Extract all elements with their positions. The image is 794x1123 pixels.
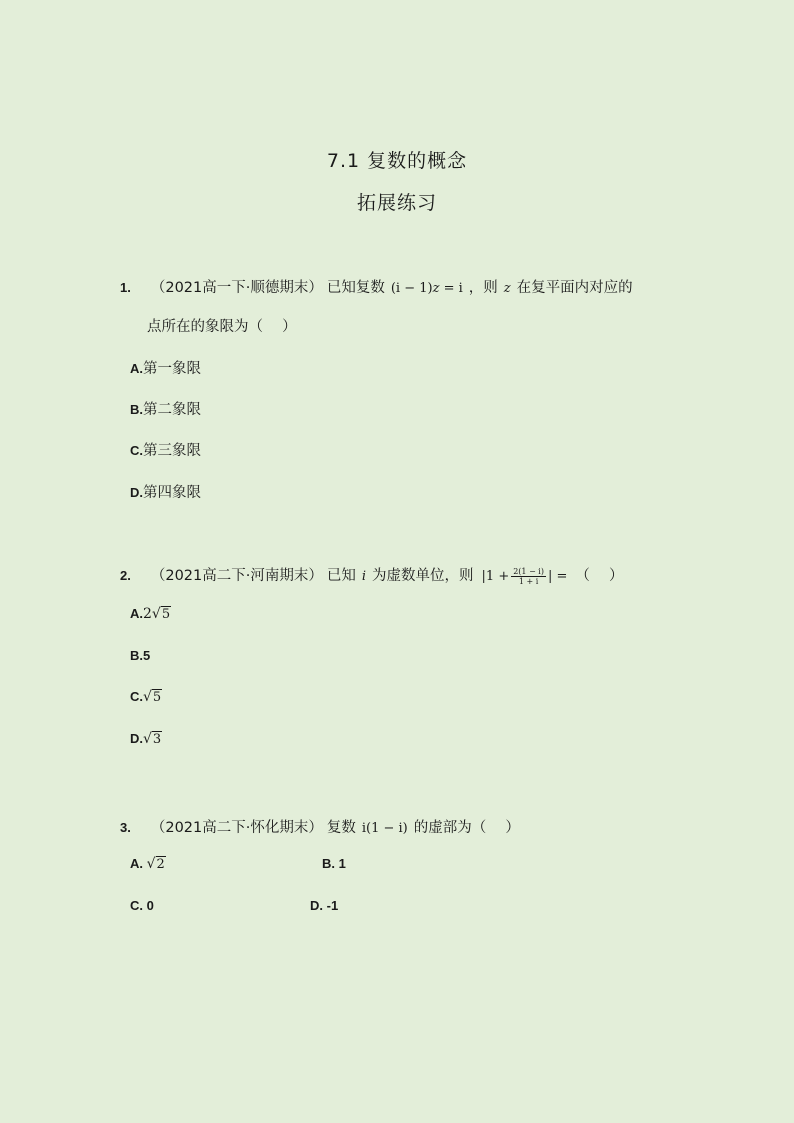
question-3-line-1	[120, 816, 520, 837]
option-d: D.第四象限	[130, 485, 201, 501]
question-text: 复数	[326, 820, 356, 836]
option-b: B.第二象限	[130, 402, 201, 418]
option-a: A.2√5	[130, 606, 171, 622]
question-text: 的虚部为（ ）	[413, 820, 520, 836]
question-text: 已知	[326, 568, 356, 584]
option-c: C.第三象限	[130, 443, 201, 459]
option-d: D.√3	[130, 731, 162, 747]
math-expression: (i − 1)z = i	[390, 281, 463, 296]
option-c: C.√5	[130, 689, 162, 705]
question-text: 为虚数单位，则	[372, 568, 474, 584]
sqrt-expression: √3	[143, 731, 162, 747]
question-number: 3.	[120, 820, 131, 835]
question-text: 已知复数	[326, 280, 385, 296]
question-1-line-2: 点所在的象限为（ ）	[147, 319, 297, 335]
answer-bracket: （ ）	[575, 568, 624, 584]
question-1-line-1	[120, 276, 633, 297]
math-expression: |1 + $\frac{2(1 - i)}{1 + i}$ | =	[481, 566, 568, 586]
question-number: 2.	[120, 568, 131, 583]
question-text: ，则	[468, 280, 498, 296]
option-a: A. √2	[130, 856, 165, 872]
option-b: B.5	[130, 648, 151, 663]
option-b: B. 1	[322, 856, 346, 871]
math-variable: i	[361, 569, 367, 584]
math-expression: i(1 − i)	[361, 821, 408, 836]
question-source: （2021高二下·怀化期末）	[150, 820, 323, 836]
sqrt-expression: √5	[143, 689, 162, 705]
question-source: （2021高一下·顺德期末）	[150, 280, 323, 296]
question-source: （2021高二下·河南期末）	[150, 568, 323, 584]
question-2-line-1	[120, 564, 624, 586]
math-variable: z	[503, 281, 511, 296]
option-c: C. 0	[130, 898, 154, 913]
sqrt-expression: 2√5	[143, 606, 171, 622]
question-number: 1.	[120, 280, 131, 295]
document-title: 7.1 复数的概念	[326, 150, 468, 172]
question-text: 在复平面内对应的	[516, 280, 633, 296]
option-d: D. -1	[310, 898, 339, 913]
sqrt-expression: √2	[146, 856, 165, 872]
fraction: $\frac{2(1 - i)}{1 + i}$	[513, 566, 544, 586]
document-subtitle: 拓展练习	[356, 192, 437, 214]
option-a: A.第一象限	[130, 361, 201, 377]
